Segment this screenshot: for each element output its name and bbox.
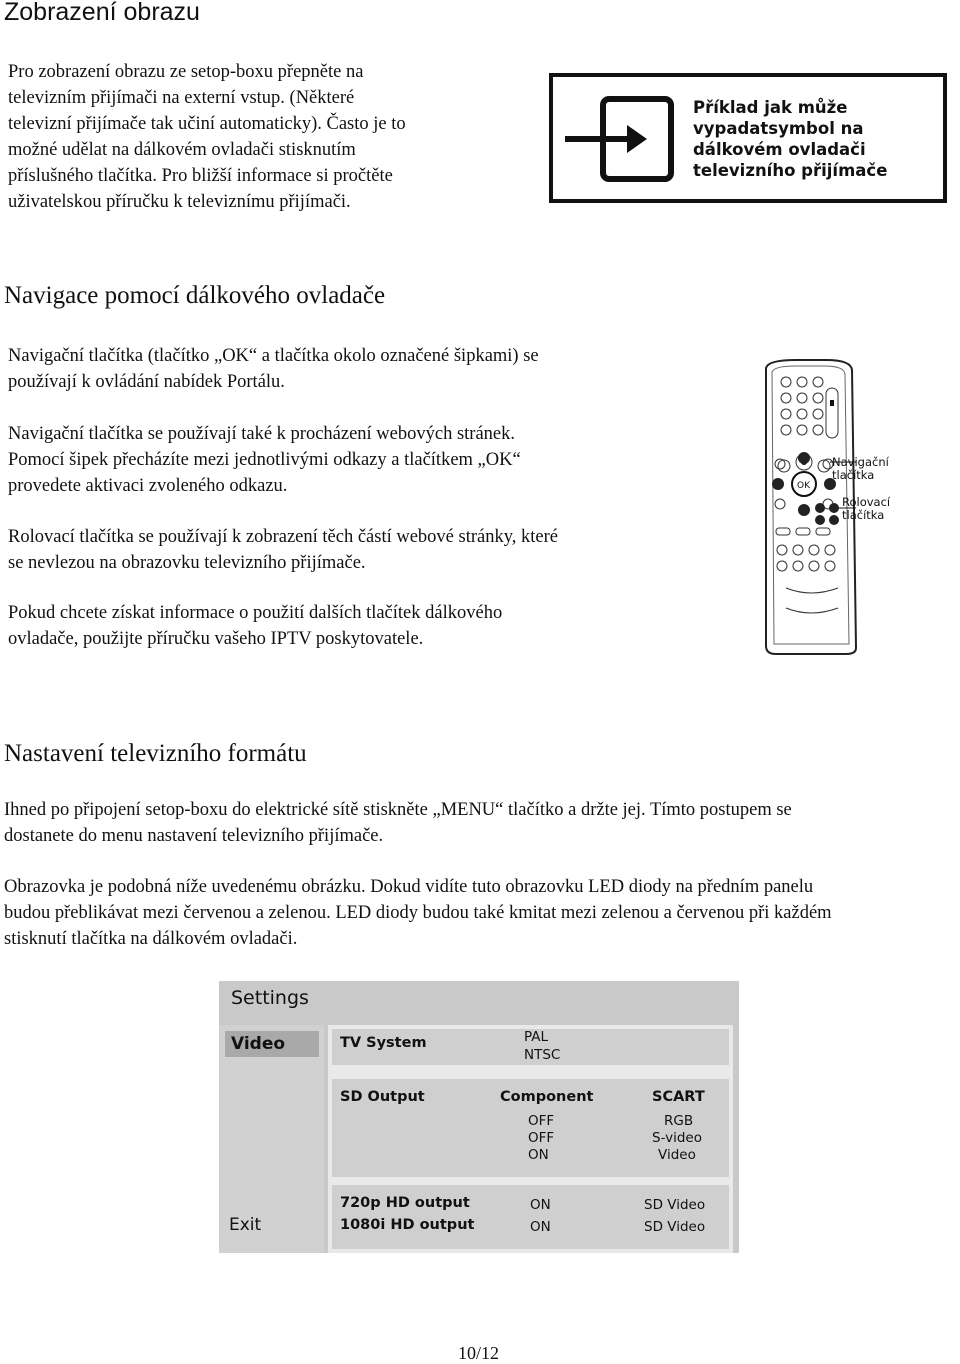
- nav-buttons-label: [832, 456, 889, 482]
- tv-system-option[interactable]: NTSC: [524, 1047, 561, 1063]
- settings-screen: [219, 981, 739, 1253]
- sd-output-label: SD Output: [340, 1089, 425, 1105]
- svg-text:OK: OK: [797, 481, 810, 491]
- scroll-buttons-label: [842, 496, 890, 522]
- scart-option[interactable]: RGB: [664, 1113, 694, 1129]
- tv-system-option[interactable]: PAL: [524, 1029, 549, 1045]
- text-line: televizním přijímači na externí vstup. (Některé: [8, 88, 355, 108]
- text-line: se nevlezou na obrazovku televizního přijímače.: [8, 553, 366, 573]
- text-line: televizní přijímače tak učiní automaticky). Často je to: [8, 114, 406, 134]
- nav-paragraph-3: [8, 524, 748, 576]
- text-line: Pokud chcete získat informace o použití dalších tlačítek dálkového: [8, 603, 503, 623]
- page-number: 10/12: [458, 1343, 500, 1363]
- text-line: uživatelskou příručku k televiznímu přijímači.: [8, 192, 351, 212]
- component-option[interactable]: ON: [528, 1147, 549, 1163]
- text-line: ovladače, použijte příručku vašeho IPTV poskytovatele.: [8, 629, 424, 649]
- settings-title: Settings: [231, 987, 309, 1009]
- hd-1080-sd-value[interactable]: SD Video: [644, 1219, 706, 1235]
- component-column-header: Component: [500, 1089, 594, 1105]
- component-option[interactable]: OFF: [528, 1130, 555, 1146]
- label-line: Rolovací: [842, 495, 891, 509]
- menu-item-exit[interactable]: Exit: [229, 1215, 262, 1235]
- text-line: používají k ovládání nabídek Portálu.: [8, 372, 285, 392]
- text-line: dostanete do menu nastavení televizního přijímače.: [4, 826, 384, 846]
- caption-line: dálkovém ovladači: [693, 140, 866, 159]
- label-line: tlačítka: [842, 508, 885, 522]
- scart-option[interactable]: Video: [658, 1147, 696, 1163]
- text-line: příslušného tlačítka. Pro bližší informace si pročtěte: [8, 166, 393, 186]
- tv-symbol-box: [549, 73, 947, 203]
- text-line: Navigační tlačítka (tlačítko „OK“ a tlačítka okolo označené šipkami) se: [8, 346, 539, 366]
- tv-symbol-caption: [693, 97, 943, 181]
- hd-1080-value[interactable]: ON: [530, 1219, 551, 1235]
- menu-item-video[interactable]: Video: [225, 1031, 319, 1057]
- text-line: Navigační tlačítka se používají také k procházení webových stránek.: [8, 424, 516, 444]
- hd-720-label: 720p HD output: [340, 1195, 470, 1211]
- tv-input-icon: [563, 91, 678, 187]
- format-paragraph-1: [4, 797, 959, 849]
- nav-paragraph-4: [8, 600, 748, 652]
- settings-content: [328, 1025, 733, 1253]
- settings-menu: [219, 1025, 324, 1253]
- hd-720-sd-value[interactable]: SD Video: [644, 1197, 706, 1213]
- component-option[interactable]: OFF: [528, 1113, 555, 1129]
- nav-paragraph-1: [8, 343, 748, 395]
- label-line: tlačítka: [832, 468, 875, 482]
- caption-line: Příklad jak může: [693, 98, 848, 117]
- tv-system-label: TV System: [340, 1035, 427, 1051]
- text-line: Pro zobrazení obrazu ze setop-boxu přepněte na: [8, 62, 364, 82]
- label-line: Navigační: [832, 455, 889, 469]
- text-line: provedete aktivaci zvoleného odkazu.: [8, 476, 288, 496]
- section-heading-navigation: Navigace pomocí dálkového ovladače: [4, 282, 386, 309]
- scart-option[interactable]: S-video: [652, 1130, 702, 1146]
- hd-720-value[interactable]: ON: [530, 1197, 551, 1213]
- caption-line: televizního přijímače: [693, 161, 888, 180]
- display-paragraph: [8, 59, 548, 215]
- section-heading-tv-format: Nastavení televizního formátu: [4, 740, 307, 767]
- text-line: Obrazovka je podobná níže uvedenému obrázku. Dokud vidíte tuto obrazovku LED diody na předním panelu: [4, 877, 814, 897]
- section-heading-display: Zobrazení obrazu: [4, 0, 200, 26]
- text-line: Ihned po připojení setop-boxu do elektrické sítě stiskněte „MENU“ tlačítko a držte jej. Tímto postupem se: [4, 800, 792, 820]
- nav-paragraph-2: [8, 421, 748, 499]
- caption-line: vypadatsymbol na: [693, 119, 864, 138]
- text-line: stisknutí tlačítka na dálkovém ovladači.: [4, 929, 298, 949]
- format-paragraph-2: [4, 874, 959, 952]
- remote-control-illustration: [756, 358, 956, 658]
- text-line: Rolovací tlačítka se používají k zobrazení těch částí webové stránky, které: [8, 527, 558, 547]
- text-line: Pomocí šipek přecházíte mezi jednotlivými odkazy a tlačítkem „OK“: [8, 450, 521, 470]
- text-line: možné udělat na dálkovém ovladači stisknutím: [8, 140, 356, 160]
- hd-1080-label: 1080i HD output: [340, 1217, 475, 1233]
- scart-column-header: SCART: [652, 1089, 705, 1105]
- text-line: budou přeblikávat mezi červenou a zelenou. LED diody budou také kmitat mezi zelenou a červenou při každém: [4, 903, 832, 923]
